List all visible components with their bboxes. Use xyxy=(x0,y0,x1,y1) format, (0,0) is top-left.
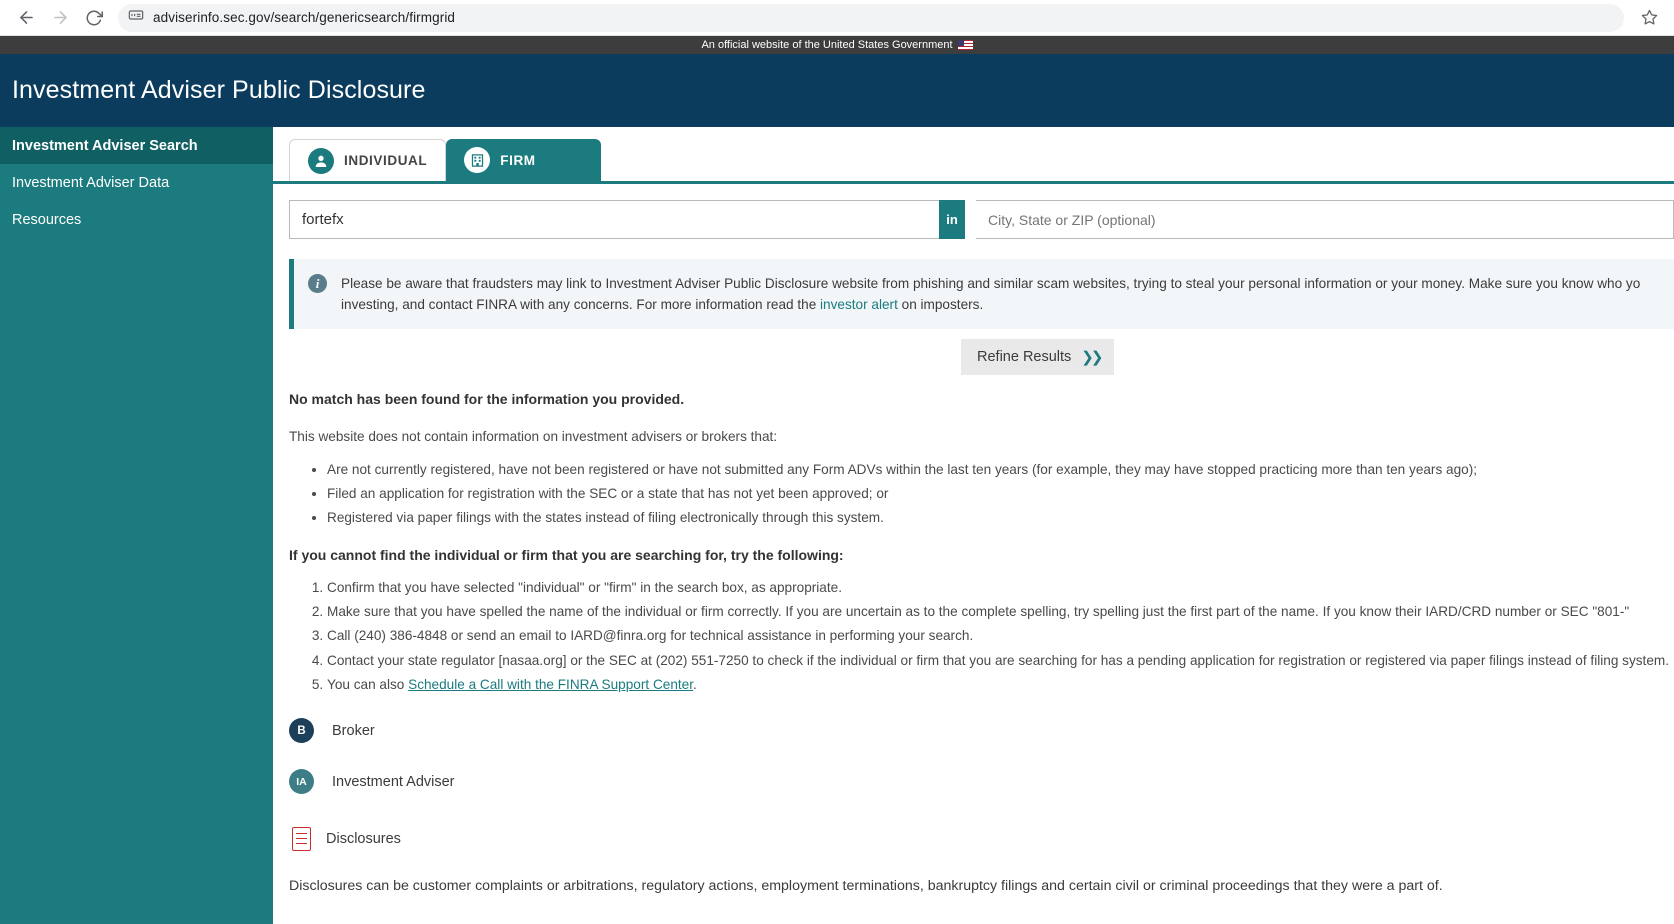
legend-label: Disclosures xyxy=(326,830,401,847)
sidebar xyxy=(0,127,273,924)
tab-firm-label: FIRM xyxy=(500,152,536,168)
legend-item-broker xyxy=(289,708,1674,754)
no-match-subtitle: This website does not contain information on investment advisers or brokers that: xyxy=(289,429,778,445)
search-in-button[interactable]: in xyxy=(939,200,965,239)
no-match-headline: No match has been found for the information you provided. xyxy=(289,391,685,408)
refine-results-button[interactable] xyxy=(961,339,1114,375)
tab-firm[interactable] xyxy=(446,139,601,181)
legend-label: Broker xyxy=(332,722,375,739)
list-item: 1. Confirm that you have selected "individual" or "firm" in the search box, as appropriate. xyxy=(327,578,1674,598)
suggestion-list xyxy=(289,578,1674,696)
disclosures-note: Disclosures can be customer complaints or arbitrations, regulatory actions, employment terminations, bankruptcy filings and certain civil or criminal proceedings that they were a part of. xyxy=(289,877,1443,894)
us-flag-icon xyxy=(958,40,973,50)
address-bar-url: adviserinfo.sec.gov/search/genericsearch/firmgrid xyxy=(153,10,456,25)
exclusion-list xyxy=(289,460,1674,529)
list-item: • Filed an application for registration with the SEC or a state that has not yet been approved; or xyxy=(327,484,1674,504)
sidebar-item-resources[interactable] xyxy=(0,201,273,238)
try-following-subhead: If you cannot find the individual or firm that you are searching for, try the following: xyxy=(289,546,844,563)
list-item: 2. Make sure that you have spelled the name of the individual or firm correctly. If you are uncertain as to the complete spelling, try spelling just the first part of the name. If you know their IARD/CRD number or SEC "801-" xyxy=(327,602,1674,622)
site-header xyxy=(0,54,1674,127)
legend-item-investment-adviser xyxy=(289,754,1674,810)
list-item: 3. Call (240) 386-4848 or send an email to IARD@finra.org for technical assistance in performing your search. xyxy=(327,626,1674,646)
fraud-alert-line1: Please be aware that fraudsters may link to Investment Adviser Public Disclosure website from phishing and similar scam websites, trying to steal your personal information or your money. Make sure you know who yo xyxy=(341,276,1641,291)
reload-icon[interactable] xyxy=(80,4,108,32)
person-icon xyxy=(308,148,334,174)
forward-arrow-icon[interactable] xyxy=(46,4,74,32)
schedule-call-prefix: You can also xyxy=(327,677,409,693)
star-icon[interactable] xyxy=(1636,5,1662,31)
refine-results-label: Refine Results xyxy=(977,349,1072,366)
sidebar-item-investment-adviser-data[interactable] xyxy=(0,164,273,201)
list-item xyxy=(327,675,1674,695)
main-content xyxy=(273,127,1674,924)
investor-alert-link[interactable]: investor alert xyxy=(820,297,898,313)
fraud-alert-line2: investing, and contact FINRA with any concerns. For more information read the xyxy=(341,297,821,313)
schedule-call-link[interactable]: Schedule a Call with the FINRA Support Center xyxy=(408,677,693,693)
page-title: Investment Adviser Public Disclosure xyxy=(12,76,426,104)
tab-individual-label: INDIVIDUAL xyxy=(344,153,428,168)
page-body xyxy=(0,127,1674,924)
site-settings-icon[interactable] xyxy=(128,7,144,28)
sidebar-item-investment-adviser-search[interactable] xyxy=(0,127,273,164)
gov-banner xyxy=(0,36,1674,54)
legend-item-disclosures xyxy=(289,810,1674,868)
sidebar-item-label: Investment Adviser Data xyxy=(12,174,170,191)
address-bar[interactable] xyxy=(118,4,1624,32)
refine-results-wrap xyxy=(273,339,1674,375)
document-icon xyxy=(292,827,311,851)
sidebar-item-label: Investment Adviser Search xyxy=(12,137,198,154)
sidebar-item-label: Resources xyxy=(12,211,82,228)
list-item: • Are not currently registered, have not been registered or have not submitted any Form ADVs within the last ten years (for example, they may have stopped practicing more than ten years ago); xyxy=(327,460,1674,480)
chevron-down-icon: ❯❯ xyxy=(1081,349,1101,367)
search-input[interactable] xyxy=(289,200,939,239)
browser-toolbar xyxy=(0,0,1674,36)
back-arrow-icon[interactable] xyxy=(12,4,40,32)
fraud-alert-line2-end: on imposters. xyxy=(897,297,984,313)
info-icon: i xyxy=(308,274,327,293)
schedule-call-suffix: . xyxy=(693,677,697,693)
broker-badge-icon: B xyxy=(289,718,314,743)
fraud-alert xyxy=(289,259,1674,329)
building-icon xyxy=(464,147,490,173)
search-results-message xyxy=(273,375,1674,696)
investment-adviser-badge-icon: IA xyxy=(289,769,314,794)
list-item: • Registered via paper filings with the states instead of filing electronically through this system. xyxy=(327,508,1674,528)
search-row xyxy=(289,200,1674,239)
legend-label: Investment Adviser xyxy=(332,773,455,790)
search-type-tabs xyxy=(273,127,1674,184)
gov-banner-text: An official website of the United States Government xyxy=(701,39,953,51)
tab-individual[interactable] xyxy=(289,139,446,181)
location-input[interactable] xyxy=(976,200,1674,239)
legend xyxy=(273,708,1674,868)
list-item: 4. Contact your state regulator [nasaa.org] or the SEC at (202) 551-7250 to check if the individual or firm that you are searching for has a pending application for registration or registered via paper filings instead of filing system. xyxy=(327,651,1674,671)
fraud-alert-text xyxy=(341,273,1640,315)
